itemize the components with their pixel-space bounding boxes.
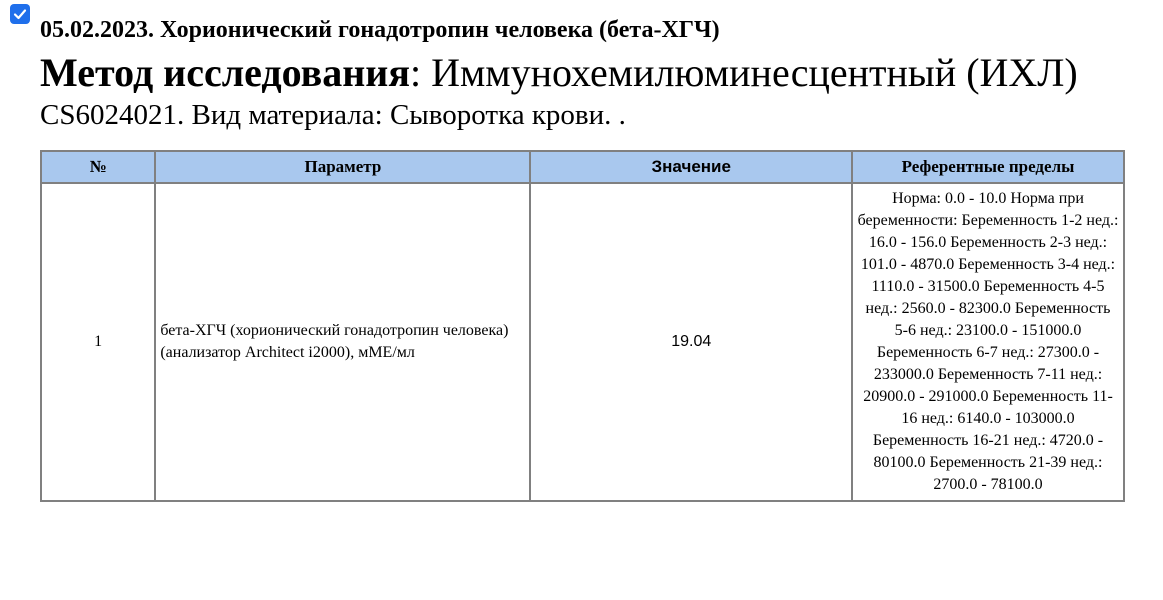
method-separator: : xyxy=(409,50,432,95)
row-num-cell: 1 xyxy=(41,183,155,501)
checkmark-icon xyxy=(13,7,27,21)
row-ref-cell: Норма: 0.0 - 10.0 Норма при беременности: Беременность 1-2 нед.: 16.0 - 156.0 Беременность 2-3 нед.: 101.0 - 4870.0 Беременность 3-4 нед.: 1110.0 - 31500.0 Беременность 4-5 нед.: 2560.0 - 82300.0 Беременность 5-6 нед.: 23100.0 - 151000.0 Беременность 6-7 нед.: 27300.0 - 233000.0 Беременность 7-11 нед.: 20900.0 - 291000.0 Беременность 11-16 нед.: 6140.0 - 103000.0 Беременность 16-21 нед.: 4720.0 - 80100.0 Беременность 21-39 нед.: 2700.0 - 78100.0 xyxy=(852,183,1124,501)
method-value: Иммунохемилюминесцентный (ИХЛ) xyxy=(431,50,1078,95)
results-table xyxy=(40,150,1125,502)
table-header-row xyxy=(41,151,1124,183)
table-row xyxy=(41,183,1124,501)
header-ref: Референтные пределы xyxy=(852,151,1124,183)
row-param-cell: бета-ХГЧ (хорионический гонадотропин человека) (анализатор Architect i2000), мМЕ/мл xyxy=(155,183,530,501)
header-value: Значение xyxy=(530,151,852,183)
header-num: № xyxy=(41,151,155,183)
test-date-title: 05.02.2023. Хорионический гонадотропин человека (бета-ХГЧ) xyxy=(40,17,720,43)
method-line xyxy=(40,50,1078,96)
material-line: CS6024021. Вид материала: Сыворотка крови. . xyxy=(40,99,626,131)
select-checkbox[interactable] xyxy=(10,4,30,24)
header-param: Параметр xyxy=(155,151,530,183)
row-value-cell: 19.04 xyxy=(530,183,852,501)
method-label: Метод исследования xyxy=(40,50,410,95)
